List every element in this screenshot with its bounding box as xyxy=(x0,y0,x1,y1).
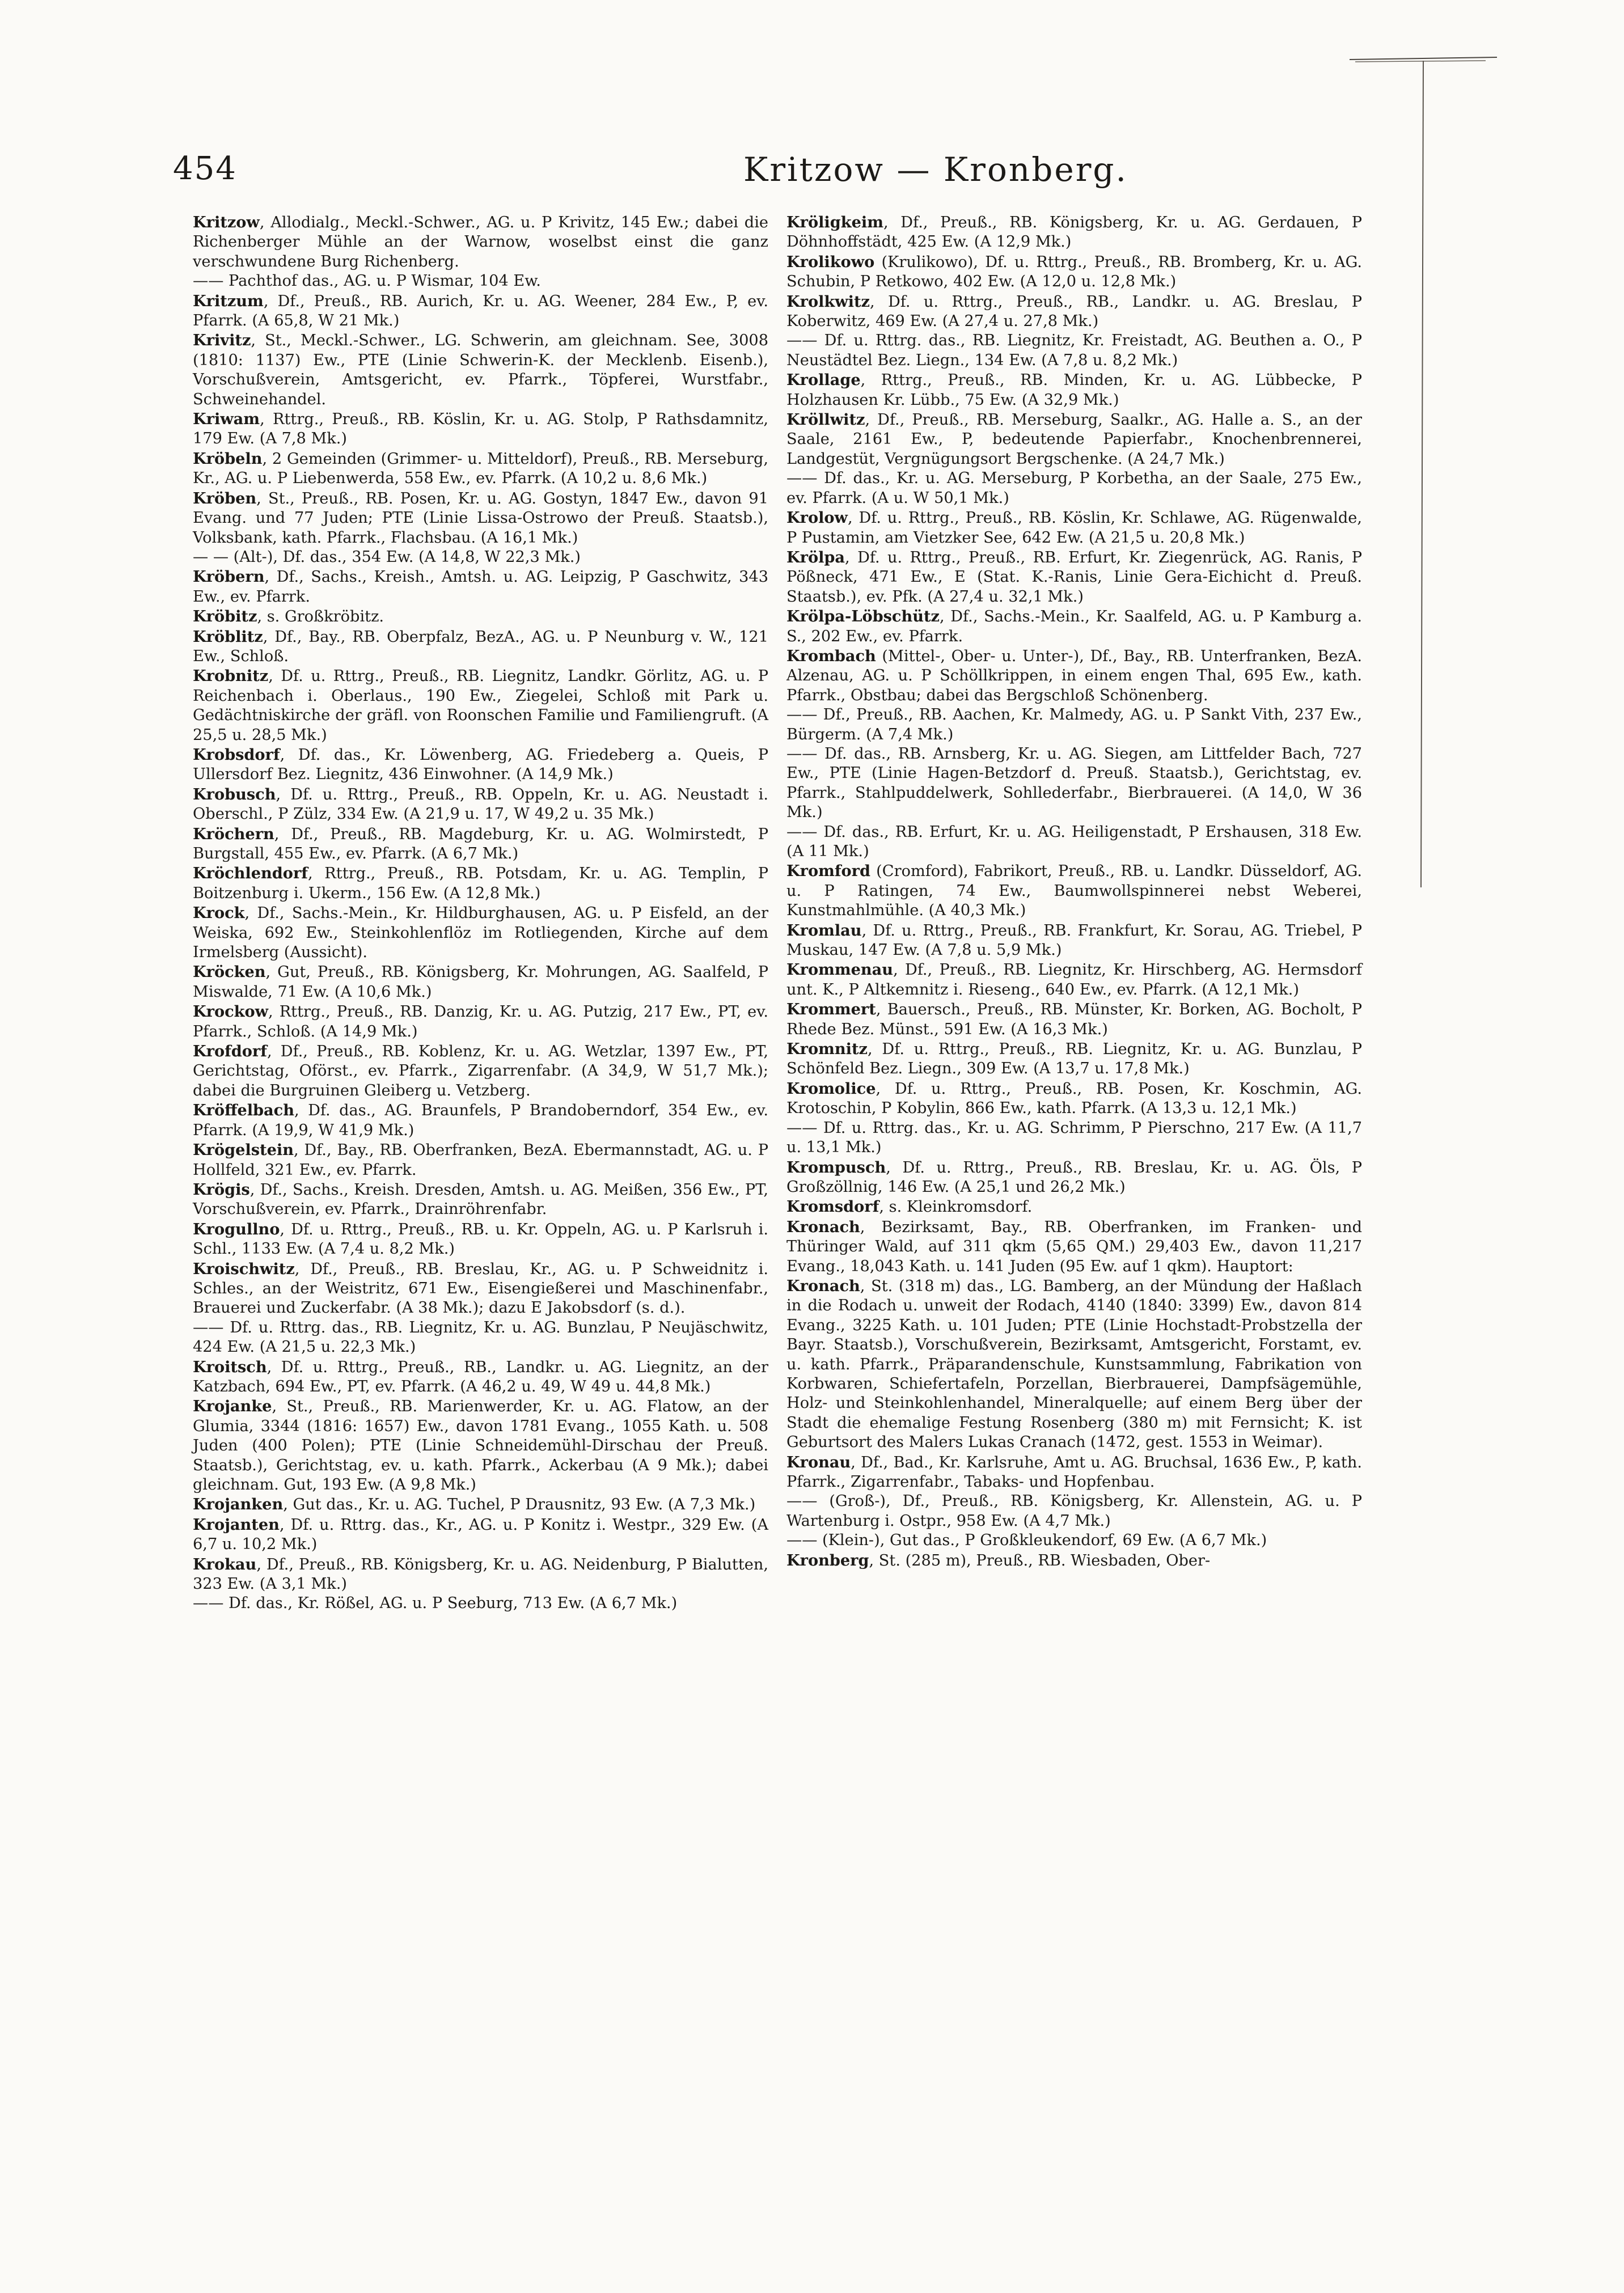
dictionary-entry xyxy=(193,627,768,667)
entry-text: —— Df. das., RB. Arnsberg, Kr. u. AG. Siegen, am Littfelder Bach, 727 Ew., PTE (Linie Hagen-Betzdorf d. Preuß. Staatsb.), Gerichtstag, ev. Pfarrk., Stahlpuddelwerk, Sohllederfabr., Bierbrauerei. (A 14,0, W 36 Mk.) xyxy=(786,744,1362,822)
entry-text: , St., Meckl.-Schwer., LG. Schwerin, am gleichnam. See, 3008 (1810: 1137) Ew., PTE (Linie Schwerin-K. der Mecklenb. Eisenb.), Vorschußverein, Amtsgericht, ev. Pfarrk., Töpferei, Wurstfabr., Schweinehandel. xyxy=(193,332,768,408)
entry-headword: Krögelstein xyxy=(193,1141,294,1160)
entry-headword: Kromford xyxy=(786,862,871,881)
entry-text: , Df. das., AG. Braunfels, P Brandoberndorf, 354 Ew., ev. Pfarrk. (A 19,9, W 41,9 Mk.) xyxy=(193,1102,768,1139)
dictionary-entry xyxy=(193,567,768,607)
entry-text: (Mittel-, Ober- u. Unter-), Df., Bay., RB. Unterfranken, BezA. Alzenau, AG. u. P Schöllkrippen, in einem engen Thal, 695 Ew., kath. Pfarrk., Obstbau; dabei das Bergschloß Schönenberg. xyxy=(786,647,1362,704)
entry-text: , Df. u. Rttrg., Preuß., RB., Landkr. u. AG. Breslau, P Koberwitz, 469 Ew. (A 27,4 u. 27,8 Mk.) xyxy=(786,293,1362,331)
dictionary-entry xyxy=(193,864,768,903)
dictionary-entry xyxy=(193,1555,768,1594)
entry-text: , Df., Preuß., RB. Koblenz, Kr. u. AG. Wetzlar, 1397 Ew., PT, Gerichtstag, Oförst., ev. Pfarrk., Zigarrenfabr. (A 34,9, W 51,7 Mk.); dabei die Burgruinen Gleiberg u. Vetzberg. xyxy=(193,1043,768,1099)
dictionary-entry xyxy=(193,824,768,864)
entry-headword: Kröligkeim xyxy=(786,213,883,231)
entry-headword: Kronberg xyxy=(786,1551,869,1569)
entry-text: , St., Preuß., RB. Posen, Kr. u. AG. Gostyn, 1847 Ew., davon 91 Evang. und 77 Juden; PTE (Linie Lissa-Ostrowo der Preuß. Staatsb.), Volksbank, kath. Pfarrk., Flachsbau. (A 16,1 Mk.) xyxy=(193,489,768,547)
entry-headword: Kriwam xyxy=(193,410,260,429)
entry-text: , Df. u. Rttrg., Preuß., RB. Liegnitz, Landkr. Görlitz, AG. u. P Reichenbach i. Oberlaus., 190 Ew., Ziegelei, Schloß mit Park u. Gedächtniskirche der gräfl. von Roonschen Familie und Familiengruft. (A 25,5 u. 28,5 Mk.) xyxy=(193,667,768,744)
entry-text: (Cromford), Fabrikort, Preuß., RB. u. Landkr. Düsseldorf, AG. u. P Ratingen, 74 Ew., Baumwollspinnerei nebst Weberei, Kunstmahlmühle. (A 40,3 Mk.) xyxy=(786,862,1362,920)
dictionary-entry xyxy=(786,1158,1362,1198)
entry-headword: Krolikowo xyxy=(786,252,875,271)
entry-headword: Krivitz xyxy=(193,331,251,350)
entry-headword: Kronach xyxy=(786,1276,860,1295)
entry-text: , Rttrg., Preuß., RB. Potsdam, Kr. u. AG. Templin, P Boitzenburg i. Ukerm., 156 Ew. (A 12,8 Mk.) xyxy=(193,865,768,902)
entry-headword: Krolow xyxy=(786,509,848,527)
dictionary-entry xyxy=(786,1276,1362,1453)
dictionary-entry xyxy=(786,705,1362,744)
dictionary-entry xyxy=(193,272,768,291)
entry-text: , Df. u. Rttrg., Preuß., RB. Liegnitz, Kr. u. AG. Bunzlau, P Schönfeld Bez. Liegn., 309 Ew. (A 13,7 u. 17,8 Mk.) xyxy=(786,1040,1362,1078)
entry-text: —— Df. u. Rttrg. das., RB. Liegnitz, Kr. u. AG. Bunzlau, P Neujäschwitz, 424 Ew. (A 21,5 u. 22,3 Mk.) xyxy=(193,1318,768,1356)
entry-text: —— Df., Preuß., RB. Aachen, Kr. Malmedy, AG. u. P Sankt Vith, 237 Ew., Bürgerm. (A 7,4 Mk.) xyxy=(786,706,1362,743)
dictionary-entry xyxy=(193,1042,768,1101)
dictionary-entry xyxy=(193,291,768,331)
entry-text: —— Df. u. Rttrg. das., Kr. u. AG. Schrimm, P Pierschno, 217 Ew. (A 11,7 u. 13,1 Mk.) xyxy=(786,1119,1362,1157)
dictionary-entry xyxy=(193,1220,768,1259)
dictionary-entry xyxy=(786,1531,1362,1550)
dictionary-entry xyxy=(193,1594,768,1613)
entry-text: , Gut, Preuß., RB. Königsberg, Kr. Mohrungen, AG. Saalfeld, P Miswalde, 71 Ew. (A 10,6 Mk.) xyxy=(193,963,768,1001)
dictionary-entry xyxy=(786,1492,1362,1531)
entry-text: —— Df. das., RB. Erfurt, Kr. u. AG. Heiligenstadt, P Ershausen, 318 Ew. (A 11 Mk.) xyxy=(786,823,1362,860)
entry-headword: Krobusch xyxy=(193,785,276,803)
dictionary-entry xyxy=(786,861,1362,920)
dictionary-entry xyxy=(193,548,768,567)
entry-headword: Krobnitz xyxy=(193,667,269,686)
entry-headword: Krofdorf xyxy=(193,1042,267,1061)
entry-text: , 2 Gemeinden (Grimmer- u. Mitteldorf), Preuß., RB. Merseburg, Kr., AG. u. P Liebenwerda, 558 Ew., ev. Pfarrk. (A 10,2 u. 8,6 Mk.) xyxy=(193,450,768,488)
entry-text: , Df., Sachs.-Mein., Kr. Saalfeld, AG. u. P Kamburg a. S., 202 Ew., ev. Pfarrk. xyxy=(786,608,1362,645)
entry-headword: Kromlau xyxy=(786,921,862,940)
dictionary-entry xyxy=(786,1119,1362,1158)
dictionary-entry xyxy=(786,548,1362,607)
dictionary-entry xyxy=(786,1000,1362,1039)
entry-text: —— (Groß-), Df., Preuß., RB. Königsberg, Kr. Allenstein, AG. u. P Wartenburg i. Ostpr., 958 Ew. (A 4,7 Mk.) xyxy=(786,1492,1362,1530)
entry-text: , Rttrg., Preuß., RB. Minden, Kr. u. AG. Lübbecke, P Holzhausen Kr. Lübb., 75 Ew. (A 32,9 Mk.) xyxy=(786,371,1362,409)
right-column xyxy=(786,213,1362,1571)
entry-headword: Kröllwitz xyxy=(786,411,865,429)
entry-text: , Df., Bay., RB. Oberfranken, BezA. Ebermannstadt, AG. u. P Hollfeld, 321 Ew., ev. Pfarrk. xyxy=(193,1141,768,1179)
dictionary-entry xyxy=(193,1318,768,1357)
dictionary-entry xyxy=(786,1217,1362,1276)
entry-headword: Krölpa xyxy=(786,548,845,566)
entry-headword: Krobsdorf xyxy=(193,745,280,764)
dictionary-entry xyxy=(786,1551,1362,1571)
entry-text: , Df., Preuß., RB. Königsberg, Kr. u. AG. Gerdauen, P Döhnhoffstädt, 425 Ew. (A 12,9 Mk.) xyxy=(786,214,1362,251)
dictionary-entry xyxy=(193,607,768,627)
entry-text: , Df., Preuß., RB. Aurich, Kr. u. AG. Weener, 284 Ew., P, ev. Pfarrk. (A 65,8, W 21 Mk.) xyxy=(193,292,768,330)
entry-headword: Krölpa-Löbschütz xyxy=(786,607,940,626)
entry-text: , Df., Preuß., RB. Königsberg, Kr. u. AG. Neidenburg, P Bialutten, 323 Ew. (A 3,1 Mk.) xyxy=(193,1555,768,1593)
entry-headword: Kritzow xyxy=(193,213,260,231)
entry-text: , Rttrg., Preuß., RB. Köslin, Kr. u. AG. Stolp, P Rathsdamnitz, 179 Ew. (A 7,8 Mk.) xyxy=(193,411,768,448)
entry-text: , St. (318 m) das., LG. Bamberg, an der Mündung der Haßlach in die Rodach u. unweit der Rodach, 4140 (1840: 3399) Ew., davon 814 Evang., 3225 Kath. u. 101 Juden; PTE (Linie Hochstadt-Probstzella der Bayr. Staatsb.), Vorschußverein, Bezirksamt, Amtsgericht, Forstamt, ev. u. kath. Pfarrk., Präparandenschule, Kunstsammlung, Fabrikation von Korbwaren, Schiefertafeln, Porzellan, Bierbrauerei, Dampfsägemühle, Holz- und Steinkohlenhandel, Mineralquelle; auf einem Berg über der Stadt die ehemalige Festung Rosenberg (380 m) mit Fernsicht; K. ist Geburtsort des Malers Lukas Cranach (1472, gest. 1553 in Weimar). xyxy=(786,1277,1362,1452)
dictionary-entry xyxy=(786,1453,1362,1492)
left-column xyxy=(193,213,768,1614)
entry-headword: Krommert xyxy=(786,1000,876,1019)
entry-text: , Df. u. Rttrg., Preuß., RB. Erfurt, Kr. Ziegenrück, AG. Ranis, P Pößneck, 471 Ew., E (Stat. K.-Ranis, Linie Gera-Eichicht d. Preuß. Staatsb.), ev. Pfk. (A 27,4 u. 32,1 Mk.) xyxy=(786,548,1362,606)
entry-headword: Kronach xyxy=(786,1217,860,1236)
entry-text: —— Df. das., Kr. u. AG. Merseburg, P Korbetha, an der Saale, 275 Ew., ev. Pfarrk. (A u. W 50,1 Mk.) xyxy=(786,469,1362,507)
dictionary-entry xyxy=(193,962,768,1002)
entry-text: , Df., Sachs., Kreish. Dresden, Amtsh. u. AG. Meißen, 356 Ew., PT, Vorschußverein, ev. Pfarrk., Drainröhrenfabr. xyxy=(193,1181,768,1219)
entry-text: , Bauersch., Preuß., RB. Münster, Kr. Borken, AG. Bocholt, P Rhede Bez. Münst., 591 Ew. (A 16,3 Mk.) xyxy=(786,1001,1362,1038)
entry-headword: Kröcken xyxy=(193,963,266,981)
entry-text: , Df. u. Rttrg., Preuß., RB. Köslin, Kr. Schlawe, AG. Rügenwalde, P Pustamin, am Vietzker See, 642 Ew. (A 21,5 u. 20,8 Mk.) xyxy=(786,509,1362,547)
dictionary-entry xyxy=(193,1357,768,1397)
entry-headword: Kritzum xyxy=(193,291,264,310)
dictionary-entry xyxy=(786,410,1362,469)
entry-text: , Df., Sachs.-Mein., Kr. Hildburghausen, AG. u. P Eisfeld, an der Weiska, 692 Ew., Steinkohlenflöz im Rotliegenden, Kirche auf dem Irmelsberg (Aussicht). xyxy=(193,904,768,962)
entry-text: , Df. u. Rttrg., Preuß., RB., Landkr. u. AG. Liegnitz, an der Katzbach, 694 Ew., PT, ev. Pfarrk. (A 46,2 u. 49, W 49 u. 44,8 Mk.) xyxy=(193,1358,768,1395)
dictionary-entry xyxy=(193,666,768,745)
entry-headword: Kröbitz xyxy=(193,607,257,626)
dictionary-entry xyxy=(786,921,1362,961)
trim-mark-decoration xyxy=(1338,48,1508,899)
entry-text: —— Df. das., Kr. Rößel, AG. u. P Seeburg, 713 Ew. (A 6,7 Mk.) xyxy=(193,1594,678,1613)
entry-text: , Bezirksamt, Bay., RB. Oberfranken, im Franken- und Thüringer Wald, auf 311 qkm (5,65 QM.) 29,403 Ew., davon 11,217 Evang., 18,043 Kath. u. 141 Juden (95 Ew. auf 1 qkm). Hauptort: xyxy=(786,1218,1362,1275)
entry-text: , Df. u. Rttrg., Preuß., RB. Posen, Kr. Koschmin, AG. Krotoschin, P Kobylin, 866 Ew., kath. Pfarrk. (A 13,3 u. 12,1 Mk.) xyxy=(786,1080,1362,1118)
entry-headword: Krompusch xyxy=(786,1158,886,1177)
entry-headword: Kröben xyxy=(193,489,257,507)
entry-text: , Df. u. Rttrg., Preuß., RB. Breslau, Kr. u. AG. Öls, P Großzöllnig, 146 Ew. (A 25,1 und 26,2 Mk.) xyxy=(786,1158,1362,1196)
dictionary-entry xyxy=(786,823,1362,862)
dictionary-entry xyxy=(786,213,1362,252)
dictionary-entry xyxy=(786,469,1362,508)
entry-headword: Krögis xyxy=(193,1180,250,1199)
entry-text: —— Df. u. Rttrg. das., RB. Liegnitz, Kr. Freistadt, AG. Beuthen a. O., P Neustädtel Bez. Liegn., 134 Ew. (A 7,8 u. 8,2 Mk.) xyxy=(786,332,1362,369)
dictionary-entry xyxy=(193,785,768,824)
dictionary-entry xyxy=(193,1180,768,1220)
dictionary-entry xyxy=(193,1002,768,1042)
entry-headword: Kromsdorf xyxy=(786,1198,879,1216)
entry-headword: Krolkwitz xyxy=(786,292,870,311)
entry-headword: Krojanken xyxy=(193,1495,284,1514)
dictionary-entry xyxy=(193,331,768,409)
entry-headword: Kröbern xyxy=(193,568,265,586)
entry-headword: Kröffelbach xyxy=(193,1101,294,1120)
entry-headword: Krockow xyxy=(193,1002,269,1021)
dictionary-entry xyxy=(786,370,1362,410)
dictionary-entry xyxy=(193,745,768,785)
dictionary-entry xyxy=(193,1495,768,1514)
entry-text: (Krulikowo), Df. u. Rttrg., Preuß., RB. Bromberg, Kr. u. AG. Schubin, P Retkowo, 402 Ew. (A 12,0 u. 12,8 Mk.) xyxy=(786,253,1362,291)
dictionary-entry xyxy=(193,1397,768,1495)
entry-headword: Kröchern xyxy=(193,824,274,843)
entry-headword: Kröbeln xyxy=(193,449,263,468)
entry-text: , Df., Preuß., RB. Magdeburg, Kr. u. AG. Wolmirstedt, P Burgstall, 455 Ew., ev. Pfarrk. (A 6,7 Mk.) xyxy=(193,825,768,862)
dictionary-entry xyxy=(193,1101,768,1140)
entry-headword: Kröchlendorf xyxy=(193,864,308,883)
entry-text: , Df. u. Rttrg., Preuß., RB. Frankfurt, Kr. Sorau, AG. Triebel, P Muskau, 147 Ew. (A 7,8 u. 5,9 Mk.) xyxy=(786,921,1362,959)
entry-headword: Kröblitz xyxy=(193,627,263,646)
entry-text: , St. (285 m), Preuß., RB. Wiesbaden, Ober- xyxy=(869,1551,1211,1569)
dictionary-entry xyxy=(786,960,1362,1000)
dictionary-entry xyxy=(786,1197,1362,1217)
entry-text: , s. Großkröbitz. xyxy=(257,608,384,626)
entry-text: , Df., Preuß., RB. Liegnitz, Kr. Hirschberg, AG. Hermsdorf unt. K., P Altkemnitz i. Rieseng., 640 Ew., ev. Pfarrk. (A 12,1 Mk.) xyxy=(786,961,1362,999)
entry-text: , Df., Sachs., Kreish., Amtsh. u. AG. Leipzig, P Gaschwitz, 343 Ew., ev. Pfarrk. xyxy=(193,568,768,606)
entry-headword: Krogullno xyxy=(193,1220,280,1238)
entry-text: —— (Klein-), Gut das., P Großkleukendorf, 69 Ew. (A 6,7 Mk.) xyxy=(786,1532,1267,1550)
dictionary-entry xyxy=(786,1079,1362,1119)
page-number: 454 xyxy=(173,150,237,187)
entry-text: , Df. u. Rttrg., Preuß., RB. u. Kr. Oppeln, AG. u. P Karlsruh i. Schl., 1133 Ew. (A 7,4 u. 8,2 Mk.) xyxy=(193,1220,768,1258)
dictionary-entry xyxy=(786,607,1362,646)
dictionary-entry xyxy=(193,1259,768,1318)
entry-headword: Kromolice xyxy=(786,1079,876,1098)
entry-headword: Krollage xyxy=(786,371,861,390)
entry-text: , St., Preuß., RB. Marienwerder, Kr. u. AG. Flatow, an der Glumia, 3344 (1816: 1657) Ew., davon 1781 Evang., 1055 Kath. u. 508 Juden (400 Polen); PTE (Linie Schneidemühl-Dirschau der Preuß. Staatsb.), Gerichtstag, ev. u. kath. Pfarrk., Ackerbau (A 9 Mk.); dabei gleichnam. Gut, 193 Ew. (A 9,8 Mk.) xyxy=(193,1398,768,1494)
entry-text: , Allodialg., Meckl.-Schwer., AG. u. P Krivitz, 145 Ew.; dabei die Richenberger Mühle an der Warnow, woselbst einst die ganz verschwundene Burg Richenberg. xyxy=(193,214,768,270)
entry-headword: Krommenau xyxy=(786,961,894,979)
entry-text: —— Pachthof das., AG. u. P Wismar, 104 Ew. xyxy=(193,272,541,290)
entry-text: , Df., Bad., Kr. Karlsruhe, Amt u. AG. Bruchsal, 1636 Ew., P, kath. Pfarrk., Zigarrenfabr., Tabaks- und Hopfenbau. xyxy=(786,1453,1362,1491)
dictionary-entry xyxy=(786,744,1362,823)
dictionary-entry xyxy=(193,1515,768,1555)
entry-headword: Krock xyxy=(193,904,245,923)
dictionary-entry xyxy=(193,409,768,449)
running-head: Kritzow — Kronberg. xyxy=(743,150,1128,189)
entry-text: , Df. das., Kr. Löwenberg, AG. Friedeberg a. Queis, P Ullersdorf Bez. Liegnitz, 436 Einwohner. (A 14,9 Mk.) xyxy=(193,746,768,784)
dictionary-entry xyxy=(193,489,768,548)
dictionary-entry xyxy=(786,646,1362,705)
entry-text: , Df., Preuß., RB. Merseburg, Saalkr., AG. Halle a. S., an der Saale, 2161 Ew., P, bedeutende Papierfabr., Knochenbrennerei, Landgestüt, Vergnügungsort Bergschenke. (A 24,7 Mk.) xyxy=(786,411,1362,468)
dictionary-entry xyxy=(786,292,1362,332)
entry-headword: Krombach xyxy=(786,646,876,665)
entry-text: , Df., Preuß., RB. Breslau, Kr., AG. u. P Schweidnitz i. Schles., an der Weistritz, 671 Ew., Eisengießerei und Maschinenfabr., Brauerei und Zuckerfabr. (A 38 Mk.); dazu E Jakobsdorf (s. d.). xyxy=(193,1260,768,1317)
dictionary-entry xyxy=(193,903,768,962)
entry-text: , Df. u. Rttrg. das., Kr., AG. u. P Konitz i. Westpr., 329 Ew. (A 6,7 u. 10,2 Mk.) xyxy=(193,1516,768,1554)
dictionary-entry xyxy=(193,449,768,489)
entry-headword: Krojanten xyxy=(193,1515,280,1534)
dictionary-entry xyxy=(193,213,768,272)
dictionary-entry xyxy=(786,1039,1362,1079)
entry-text: , Rttrg., Preuß., RB. Danzig, Kr. u. AG. Putzig, 217 Ew., PT, ev. Pfarrk., Schloß. (A 14,9 Mk.) xyxy=(193,1003,768,1040)
entry-headword: Kroischwitz xyxy=(193,1259,295,1278)
dictionary-entry xyxy=(786,252,1362,292)
entry-text: , Gut das., Kr. u. AG. Tuchel, P Drausnitz, 93 Ew. (A 7,3 Mk.) xyxy=(283,1496,756,1514)
entry-text: , Df., Bay., RB. Oberpfalz, BezA., AG. u. P Neunburg v. W., 121 Ew., Schloß. xyxy=(193,628,768,665)
entry-headword: Kroitsch xyxy=(193,1357,267,1376)
entry-headword: Kromnitz xyxy=(786,1040,868,1059)
dictionary-entry xyxy=(193,1140,768,1180)
dictionary-entry xyxy=(786,331,1362,370)
entry-text: , s. Kleinkromsdorf. xyxy=(879,1198,1033,1216)
entry-text: — — (Alt-), Df. das., 354 Ew. (A 14,8, W 22,3 Mk.) xyxy=(193,548,581,566)
entry-text: , Df. u. Rttrg., Preuß., RB. Oppeln, Kr. u. AG. Neustadt i. Oberschl., P Zülz, 334 Ew. (A 21,9 u. 17, W 49,2 u. 35 Mk.) xyxy=(193,785,768,823)
entry-headword: Krojanke xyxy=(193,1397,272,1416)
entry-headword: Krokau xyxy=(193,1555,257,1573)
entry-headword: Kronau xyxy=(786,1453,851,1471)
dictionary-entry xyxy=(786,508,1362,548)
